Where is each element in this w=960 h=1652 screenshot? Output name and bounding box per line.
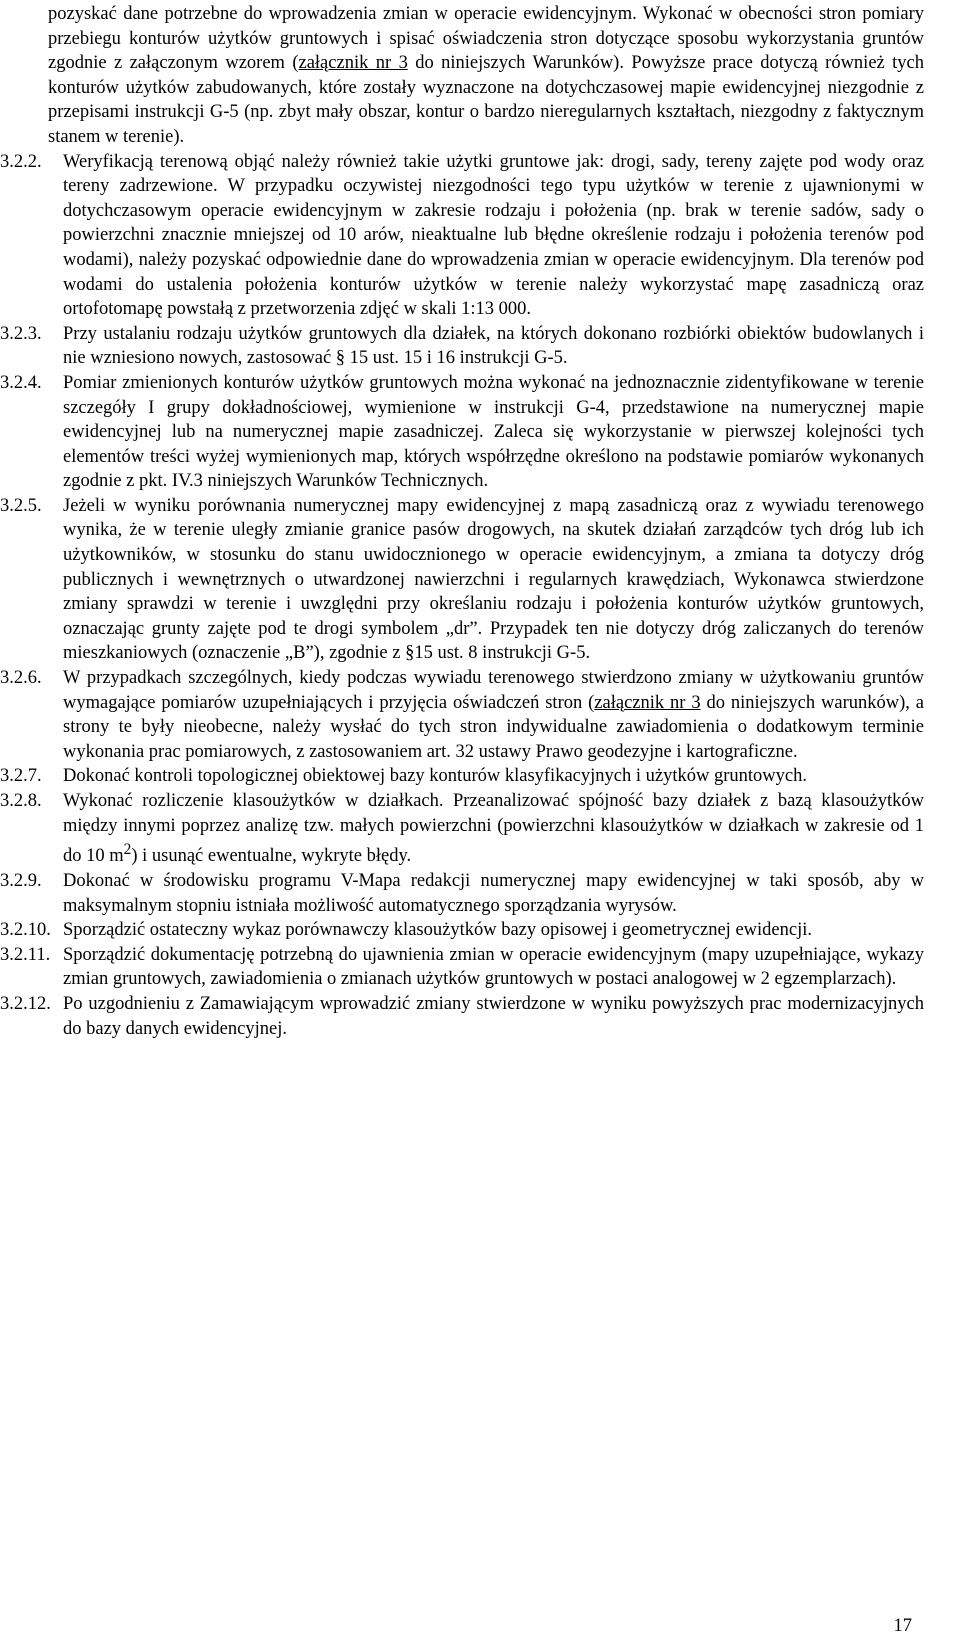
intro-paragraph — [48, 2, 924, 150]
item-3-2-10 — [0, 918, 924, 943]
attachment-3-link[interactable]: załącznik nr 3 — [594, 692, 701, 713]
attachment-3-link[interactable]: załącznik nr 3 — [298, 53, 408, 74]
item-text: Jeżeli w wyniku porównania numerycznej mapy ewidencyjnej z mapą zasadniczą oraz z wywiadu terenowego wynika, że w terenie uległy zmianie granice pasów drogowych, na skutek działań zarządców tych dróg lub ich użytkowników, w stosunku do stanu uwidocznionego w operacie ewidencyjnym, a zmiana ta dotyczy dróg publicznych i wewnętrznych o utwardzonej nawierzchni i regularnych krawędziach, Wykonawca stwierdzone zmiany sprawdzi w terenie i uwzględni przy określaniu rodzaju i położenia konturów użytków gruntowych, oznaczając grunty zajęte pod te drogi symbolem „dr”. Przypadek ten nie dotyczy dróg zaliczanych do terenów mieszkaniowych (oznaczenie „B”), zgodnie z §15 ust. 8 instrukcji G-5. — [63, 495, 924, 664]
item-3-2-9 — [0, 869, 924, 918]
superscript-2: 2 — [123, 841, 132, 859]
item-text: Sporządzić dokumentację potrzebną do ujawnienia zmian w operacie ewidencyjnym (mapy uzupełniające, wykazy zmian gruntowych, zawiadomienia o zmianach użytków gruntowych w postaci analogowej w 2 egzemplarzach). — [63, 944, 924, 990]
item-3-2-8 — [0, 789, 924, 869]
item-number: 3.2.3. — [0, 323, 42, 344]
item-text: Weryfikacją terenową objąć należy również takie użytki gruntowe jak: drogi, sady, tereny zajęte pod wody oraz tereny zadrzewione. W przypadku oczywistej niezgodności tego typu użytków w terenie z ujawnionymi w dotychczasowym operacie ewidencyjnym w zakresie rodzaju i położenia (np. brak w terenie sadów, sady o powierzchni znacznie mniejszej od 10 arów, nieaktualne lub błędne określenie rodzaju i położenia terenów pod wodami), należy pozyskać odpowiednie dane do wprowadzenia zmian w operacie ewidencyjnym. Dla terenów pod wodami do ustalenia położenia konturów użytków w terenie należy wykorzystać mapę zasadniczą oraz ortofotomapę powstałą z przetworzenia zdjęć w skali 1:13 000. — [63, 151, 924, 320]
item-number: 3.2.8. — [0, 791, 42, 811]
intro-text-b: do niniejszych Warunków). Powyższe prace dotyczą również tych konturów użytków zabudowanych, które zostały wyznaczone na dotychczasowej mapie ewidencyjnej niezgodnie z przepisami instrukcji G-5 (np. zbyt mały obszar, kontur o bardzo nieregularnych kształtach, niezgodny z faktycznym stanem w terenie). — [48, 53, 925, 147]
item-number: 3.2.9. — [0, 870, 42, 891]
item-3-2-3 — [0, 322, 924, 371]
item-text: Dokonać kontroli topologicznej obiektowej bazy konturów klasyfikacyjnych i użytków gruntowych. — [63, 766, 807, 787]
item-text-b: ) i usunąć ewentualne, wykryte błędy. — [131, 846, 412, 867]
item-3-2-2 — [0, 150, 924, 322]
item-number: 3.2.5. — [0, 495, 42, 516]
item-3-2-11 — [0, 943, 924, 992]
item-text-b: do niniejszych warunków), a strony te były nieobecne, należy wysłać do tych stron indywidualne zawiadomienia o dodatkowym terminie wykonania prac pomiarowych, z zastosowaniem art. 32 ustawy Prawo geodezyjne i kartograficzne. — [63, 692, 925, 762]
item-number: 3.2.11. — [0, 944, 51, 965]
item-number: 3.2.2. — [0, 151, 42, 172]
document-body — [0, 2, 925, 1041]
item-text: Pomiar zmienionych konturów użytków gruntowych można wykonać na jednoznacznie zidentyfikowane w terenie szczegóły I grupy dokładnościowej, wymienione w instrukcji G-4, przedstawione na numerycznej mapie ewidencyjnej lub na numerycznej mapie zasadniczej. Zaleca się wykorzystanie w pierwszej kolejności tych elementów treści wyżej wymienionych map, których współrzędne określono na podstawie pomiarów wykonanych zgodnie z pkt. IV.3 niniejszych Warunków Technicznych. — [63, 372, 924, 492]
item-text: Przy ustalaniu rodzaju użytków gruntowych dla działek, na których dokonano rozbiórki obiektów budowlanych i nie wzniesiono nowych, zastosować § 15 ust. 15 i 16 instrukcji G-5. — [63, 323, 924, 369]
item-number: 3.2.6. — [0, 668, 42, 689]
item-text: Dokonać w środowisku programu V-Mapa redakcji numerycznej mapy ewidencyjnej w taki sposób, aby w maksymalnym stopniu istniała możliwość automatycznego sporządzania wyrysów. — [63, 870, 924, 916]
item-text: Po uzgodnieniu z Zamawiającym wprowadzić zmiany stwierdzone w wyniku powyższych prac modernizacyjnych do bazy danych ewidencyjnej. — [63, 993, 924, 1039]
item-number: 3.2.7. — [0, 766, 42, 787]
item-text-a: W przypadkach szczególnych, kiedy podczas wywiadu terenowego stwierdzono zmiany w użytkowaniu gruntów wymagające pomiarów uzupełniających i przyjęcia oświadczeń stron ( — [63, 668, 924, 713]
page-number: 17 — [893, 1616, 912, 1636]
item-number: 3.2.4. — [0, 372, 42, 393]
item-3-2-6 — [0, 666, 925, 764]
item-text: Sporządzić ostateczny wykaz porównawczy klasoużytków bazy opisowej i geometrycznej ewidencji. — [63, 920, 812, 941]
item-3-2-12 — [0, 992, 924, 1041]
item-3-2-7 — [0, 764, 924, 789]
item-number: 3.2.12. — [0, 993, 51, 1014]
item-3-2-5 — [0, 494, 924, 666]
item-number: 3.2.10. — [0, 920, 51, 941]
intro-text-a: pozyskać dane potrzebne do wprowadzenia zmian w operacie ewidencyjnym. Wykonać w obecności stron pomiary przebiegu konturów użytków gruntowych i spisać oświadczenia stron dotyczące sposobu wykorzystania gruntów zgodnie z załączonym wzorem ( — [48, 4, 924, 74]
item-text-a: Wykonać rozliczenie klasoużytków w działkach. Przeanalizować spójność bazy działek z bazą klasoużytków między innymi poprzez analizę tzw. małych powierzchni (powierzchni klasoużytków w działkach w zakresie od 1 do 10 m — [63, 791, 924, 867]
item-3-2-4 — [0, 371, 924, 494]
